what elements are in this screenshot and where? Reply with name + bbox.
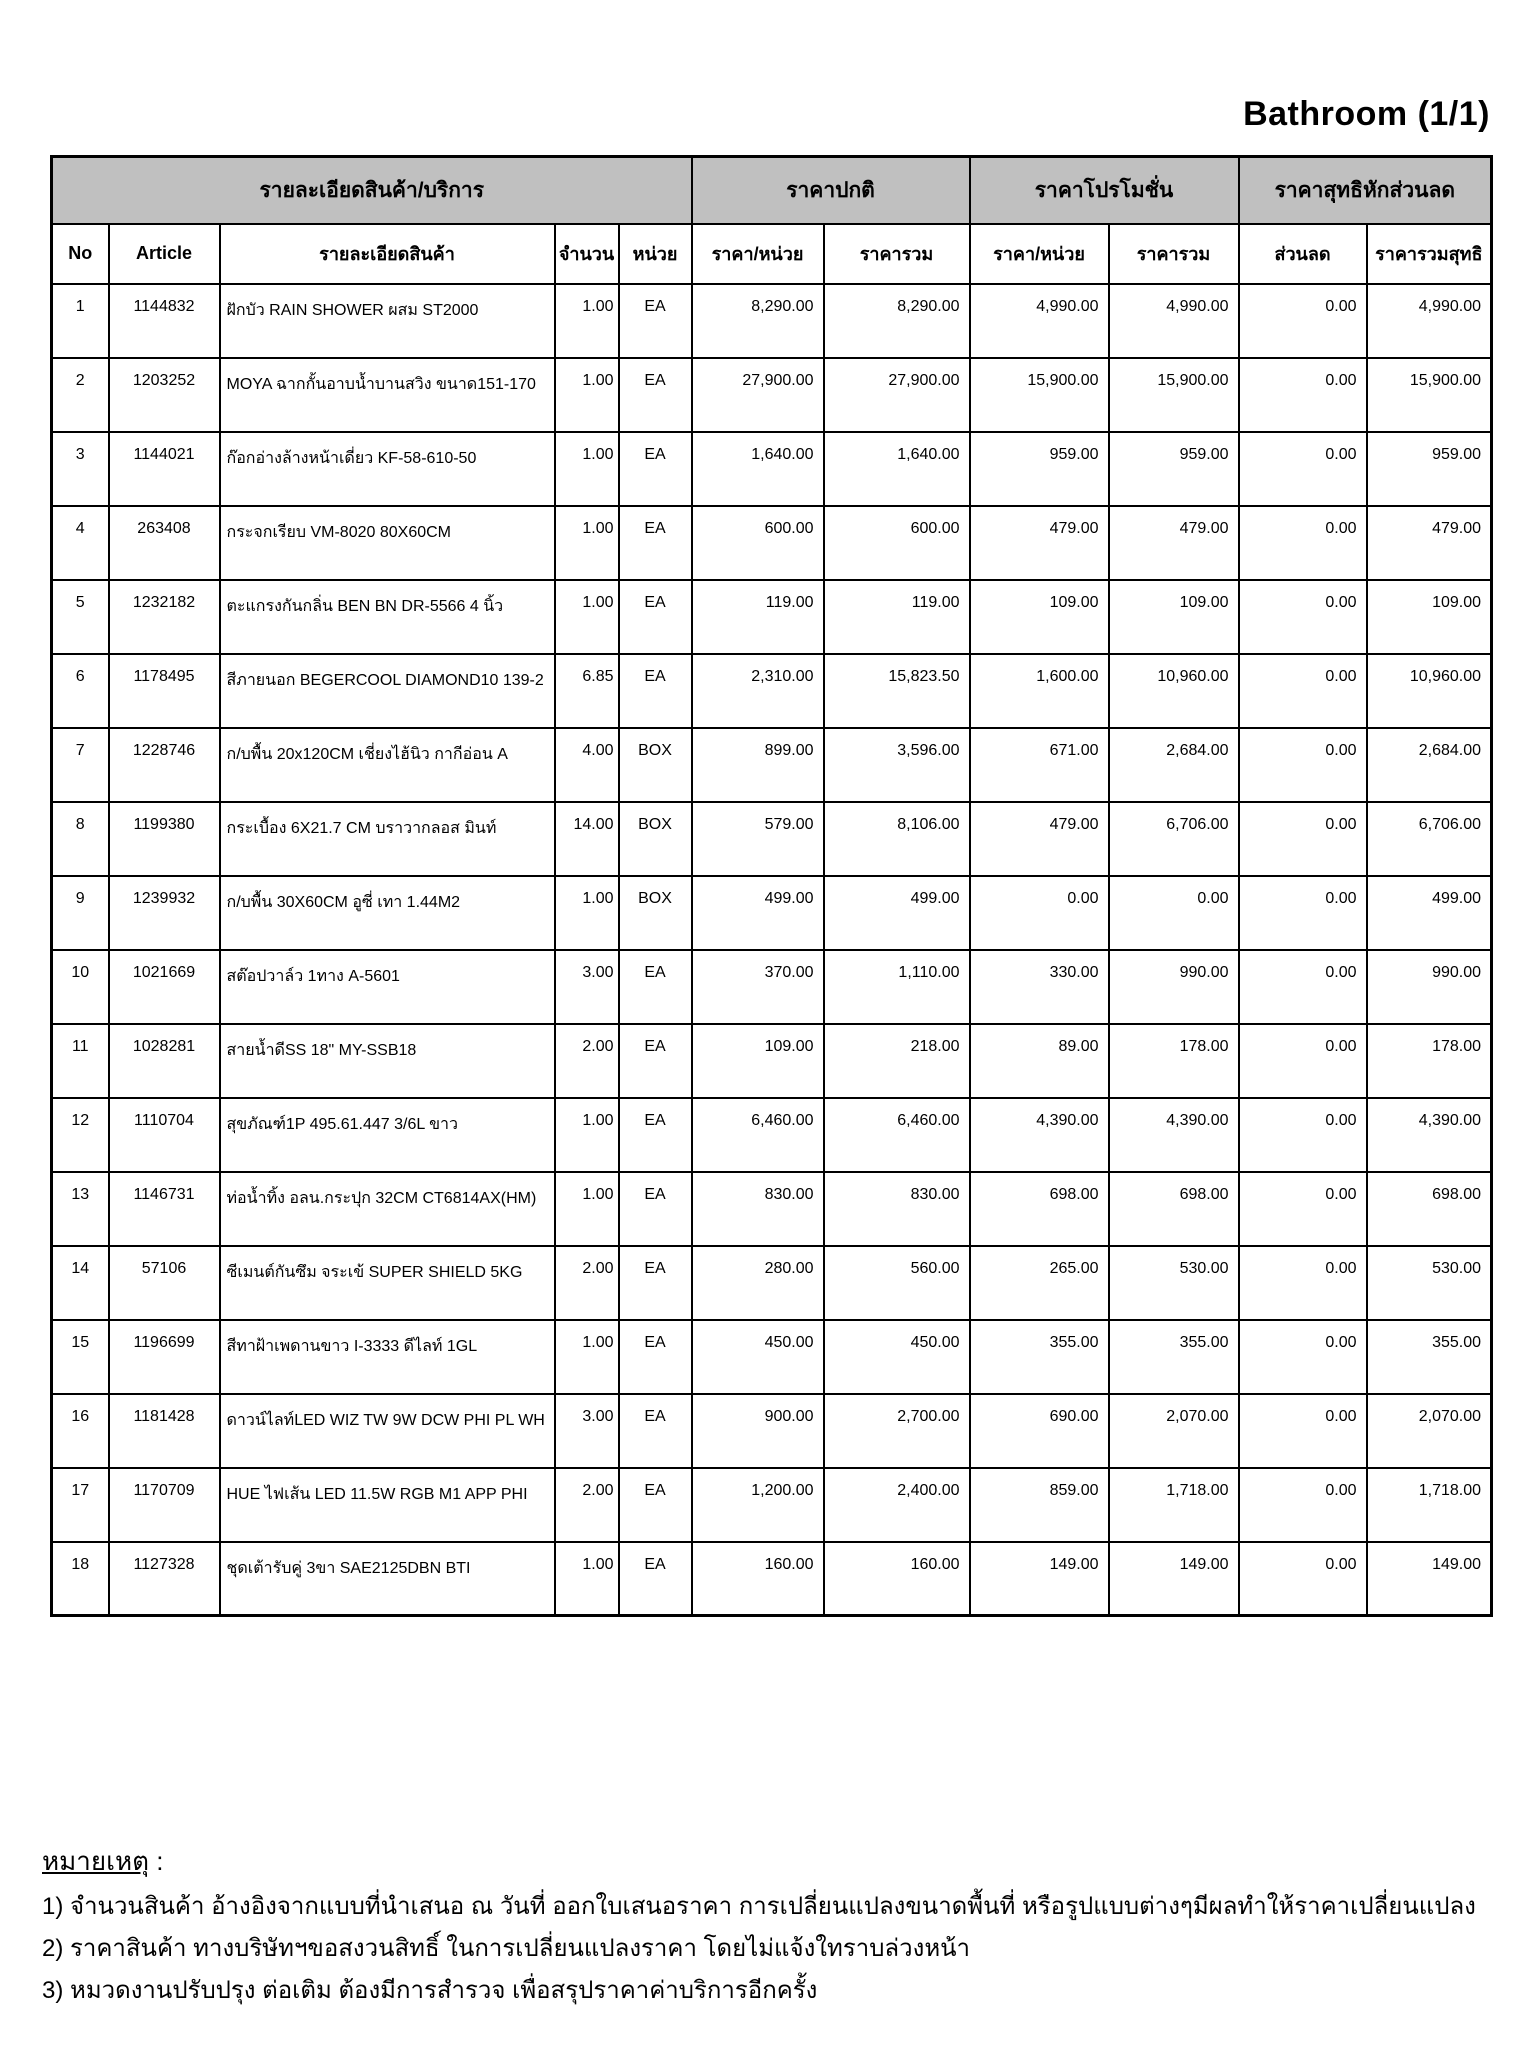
cell-normal-unit-price: 830.00	[692, 1172, 824, 1246]
column-header-row	[52, 224, 1492, 284]
cell-normal-total: 8,106.00	[824, 802, 970, 876]
cell-description: ก/บพื้น 20x120CM เชี่ยงไฮ้นิว กากีอ่อน A	[220, 728, 555, 802]
cell-promo-total: 2,070.00	[1109, 1394, 1239, 1468]
cell-promo-total: 1,718.00	[1109, 1468, 1239, 1542]
cell-promo-total: 109.00	[1109, 580, 1239, 654]
cell-description: สีทาฝ้าเพดานขาว I-3333 ดีไลท์ 1GL	[220, 1320, 555, 1394]
cell-normal-total: 600.00	[824, 506, 970, 580]
cell-normal-total: 8,290.00	[824, 284, 970, 358]
cell-promo-total: 479.00	[1109, 506, 1239, 580]
cell-promo-total: 530.00	[1109, 1246, 1239, 1320]
cell-promo-total: 4,390.00	[1109, 1098, 1239, 1172]
cell-promo-unit-price: 149.00	[970, 1542, 1109, 1616]
cell-promo-total: 10,960.00	[1109, 654, 1239, 728]
cell-normal-unit-price: 109.00	[692, 1024, 824, 1098]
cell-promo-unit-price: 859.00	[970, 1468, 1109, 1542]
cell-net-total: 4,390.00	[1367, 1098, 1492, 1172]
cell-discount: 0.00	[1239, 1468, 1367, 1542]
cell-promo-total: 2,684.00	[1109, 728, 1239, 802]
cell-no: 2	[52, 358, 109, 432]
cell-normal-total: 1,110.00	[824, 950, 970, 1024]
cell-normal-total: 119.00	[824, 580, 970, 654]
cell-qty: 6.85	[555, 654, 619, 728]
cell-net-total: 990.00	[1367, 950, 1492, 1024]
cell-no: 17	[52, 1468, 109, 1542]
cell-normal-total: 160.00	[824, 1542, 970, 1616]
table-row	[52, 1542, 1492, 1616]
cell-description: HUE ไฟเส้น LED 11.5W RGB M1 APP PHI	[220, 1468, 555, 1542]
cell-discount: 0.00	[1239, 654, 1367, 728]
cell-normal-unit-price: 1,640.00	[692, 432, 824, 506]
cell-article: 1199380	[109, 802, 220, 876]
notes-heading-text: หมายเหตุ	[42, 1846, 150, 1876]
cell-description: MOYA ฉากกั้นอาบน้ำบานสวิง ขนาด151-170	[220, 358, 555, 432]
column-header-description: รายละเอียดสินค้า	[220, 224, 555, 284]
table-row	[52, 1172, 1492, 1246]
cell-normal-unit-price: 8,290.00	[692, 284, 824, 358]
cell-promo-total: 178.00	[1109, 1024, 1239, 1098]
cell-normal-total: 2,400.00	[824, 1468, 970, 1542]
cell-article: 1021669	[109, 950, 220, 1024]
cell-qty: 1.00	[555, 876, 619, 950]
cell-article: 1178495	[109, 654, 220, 728]
cell-net-total: 530.00	[1367, 1246, 1492, 1320]
cell-description: สต๊อปวาล์ว 1ทาง A-5601	[220, 950, 555, 1024]
cell-net-total: 109.00	[1367, 580, 1492, 654]
cell-normal-total: 15,823.50	[824, 654, 970, 728]
table-body	[52, 284, 1492, 1616]
table-row	[52, 1468, 1492, 1542]
table-row	[52, 876, 1492, 950]
cell-promo-unit-price: 698.00	[970, 1172, 1109, 1246]
cell-no: 16	[52, 1394, 109, 1468]
cell-description: ตะแกรงกันกลิ่น BEN BN DR-5566 4 นิ้ว	[220, 580, 555, 654]
table-row	[52, 1098, 1492, 1172]
cell-article: 1110704	[109, 1098, 220, 1172]
table-row	[52, 580, 1492, 654]
cell-qty: 1.00	[555, 358, 619, 432]
table-row	[52, 432, 1492, 506]
cell-unit: BOX	[619, 876, 692, 950]
cell-unit: EA	[619, 580, 692, 654]
table-row	[52, 1320, 1492, 1394]
cell-net-total: 2,684.00	[1367, 728, 1492, 802]
cell-qty: 1.00	[555, 1542, 619, 1616]
note-line-2: 2) ราคาสินค้า ทางบริษัทฯขอสงวนสิทธิ์ ในการเปลี่ยนแปลงราคา โดยไม่แจ้งใทราบล่วงหน้า	[42, 1935, 971, 1962]
cell-normal-unit-price: 450.00	[692, 1320, 824, 1394]
cell-promo-total: 0.00	[1109, 876, 1239, 950]
cell-unit: EA	[619, 284, 692, 358]
page-title-name: Bathroom	[1243, 95, 1408, 133]
column-header-no: No	[52, 224, 109, 284]
cell-discount: 0.00	[1239, 728, 1367, 802]
cell-normal-total: 450.00	[824, 1320, 970, 1394]
cell-qty: 3.00	[555, 1394, 619, 1468]
cell-no: 18	[52, 1542, 109, 1616]
cell-promo-unit-price: 479.00	[970, 802, 1109, 876]
cell-unit: EA	[619, 358, 692, 432]
cell-normal-unit-price: 1,200.00	[692, 1468, 824, 1542]
cell-description: ก/บพื้น 30X60CM อูซี่ เทา 1.44M2	[220, 876, 555, 950]
cell-qty: 14.00	[555, 802, 619, 876]
cell-promo-total: 15,900.00	[1109, 358, 1239, 432]
cell-normal-unit-price: 600.00	[692, 506, 824, 580]
column-header-net-total: ราคารวมสุทธิ	[1367, 224, 1492, 284]
cell-article: 263408	[109, 506, 220, 580]
cell-no: 3	[52, 432, 109, 506]
column-header-promo-total: ราคารวม	[1109, 224, 1239, 284]
cell-qty: 3.00	[555, 950, 619, 1024]
cell-description: สายน้ำดีSS 18" MY-SSB18	[220, 1024, 555, 1098]
cell-promo-unit-price: 690.00	[970, 1394, 1109, 1468]
cell-normal-unit-price: 370.00	[692, 950, 824, 1024]
column-header-normal-total: ราคารวม	[824, 224, 970, 284]
cell-article: 1144832	[109, 284, 220, 358]
cell-qty: 1.00	[555, 1320, 619, 1394]
cell-promo-unit-price: 0.00	[970, 876, 1109, 950]
cell-no: 9	[52, 876, 109, 950]
column-header-discount: ส่วนลด	[1239, 224, 1367, 284]
cell-discount: 0.00	[1239, 284, 1367, 358]
cell-no: 15	[52, 1320, 109, 1394]
group-header-normal-price: ราคาปกติ	[692, 157, 970, 224]
cell-net-total: 149.00	[1367, 1542, 1492, 1616]
cell-normal-unit-price: 27,900.00	[692, 358, 824, 432]
column-header-qty: จำนวน	[555, 224, 619, 284]
cell-normal-unit-price: 579.00	[692, 802, 824, 876]
cell-normal-unit-price: 160.00	[692, 1542, 824, 1616]
cell-normal-unit-price: 6,460.00	[692, 1098, 824, 1172]
cell-normal-total: 27,900.00	[824, 358, 970, 432]
cell-article: 1196699	[109, 1320, 220, 1394]
cell-normal-unit-price: 900.00	[692, 1394, 824, 1468]
cell-normal-total: 6,460.00	[824, 1098, 970, 1172]
cell-discount: 0.00	[1239, 1246, 1367, 1320]
cell-unit: BOX	[619, 802, 692, 876]
cell-unit: BOX	[619, 728, 692, 802]
cell-net-total: 479.00	[1367, 506, 1492, 580]
cell-discount: 0.00	[1239, 1172, 1367, 1246]
cell-discount: 0.00	[1239, 1542, 1367, 1616]
cell-discount: 0.00	[1239, 506, 1367, 580]
cell-unit: EA	[619, 1172, 692, 1246]
cell-unit: EA	[619, 1542, 692, 1616]
notes-heading-colon: :	[149, 1846, 164, 1876]
cell-discount: 0.00	[1239, 580, 1367, 654]
cell-unit: EA	[619, 950, 692, 1024]
cell-unit: EA	[619, 1394, 692, 1468]
cell-promo-total: 6,706.00	[1109, 802, 1239, 876]
table-row	[52, 1394, 1492, 1468]
cell-unit: EA	[619, 506, 692, 580]
cell-promo-unit-price: 959.00	[970, 432, 1109, 506]
cell-promo-total: 959.00	[1109, 432, 1239, 506]
note-line-3: 3) หมวดงานปรับปรุง ต่อเติม ต้องมีการสำรวจ เพื่อสรุปราคาค่าบริการอีกครั้ง	[42, 1977, 818, 2004]
cell-no: 4	[52, 506, 109, 580]
cell-promo-unit-price: 671.00	[970, 728, 1109, 802]
cell-discount: 0.00	[1239, 1320, 1367, 1394]
cell-discount: 0.00	[1239, 358, 1367, 432]
cell-promo-unit-price: 15,900.00	[970, 358, 1109, 432]
cell-normal-total: 560.00	[824, 1246, 970, 1320]
cell-description: สีภายนอก BEGERCOOL DIAMOND10 139-2	[220, 654, 555, 728]
cell-unit: EA	[619, 432, 692, 506]
cell-net-total: 10,960.00	[1367, 654, 1492, 728]
cell-net-total: 1,718.00	[1367, 1468, 1492, 1542]
cell-net-total: 2,070.00	[1367, 1394, 1492, 1468]
cell-article: 1170709	[109, 1468, 220, 1542]
cell-promo-total: 4,990.00	[1109, 284, 1239, 358]
cell-discount: 0.00	[1239, 1024, 1367, 1098]
group-header-net-after-discount: ราคาสุทธิหักส่วนลด	[1239, 157, 1492, 224]
cell-discount: 0.00	[1239, 432, 1367, 506]
cell-article: 57106	[109, 1246, 220, 1320]
cell-qty: 2.00	[555, 1246, 619, 1320]
cell-discount: 0.00	[1239, 950, 1367, 1024]
cell-no: 13	[52, 1172, 109, 1246]
cell-normal-unit-price: 2,310.00	[692, 654, 824, 728]
cell-description: ซีเมนต์กันซึม จระเข้ SUPER SHIELD 5KG	[220, 1246, 555, 1320]
cell-normal-unit-price: 499.00	[692, 876, 824, 950]
cell-no: 7	[52, 728, 109, 802]
cell-description: ดาวน์ไลท์LED WIZ TW 9W DCW PHI PL WH	[220, 1394, 555, 1468]
table-row	[52, 1246, 1492, 1320]
column-header-unit: หน่วย	[619, 224, 692, 284]
cell-article: 1127328	[109, 1542, 220, 1616]
cell-discount: 0.00	[1239, 802, 1367, 876]
cell-normal-total: 218.00	[824, 1024, 970, 1098]
cell-normal-total: 499.00	[824, 876, 970, 950]
page-title-number: (1/1)	[1417, 95, 1490, 133]
group-header-product-details: รายละเอียดสินค้า/บริการ	[52, 157, 692, 224]
cell-qty: 1.00	[555, 432, 619, 506]
cell-net-total: 4,990.00	[1367, 284, 1492, 358]
table-row	[52, 284, 1492, 358]
cell-no: 6	[52, 654, 109, 728]
cell-article: 1228746	[109, 728, 220, 802]
group-header-promo-price: ราคาโปรโมชั่น	[970, 157, 1239, 224]
cell-promo-unit-price: 89.00	[970, 1024, 1109, 1098]
cell-qty: 1.00	[555, 1098, 619, 1172]
cell-discount: 0.00	[1239, 1394, 1367, 1468]
table-row	[52, 728, 1492, 802]
cell-net-total: 15,900.00	[1367, 358, 1492, 432]
cell-net-total: 499.00	[1367, 876, 1492, 950]
cell-promo-total: 355.00	[1109, 1320, 1239, 1394]
cell-promo-total: 149.00	[1109, 1542, 1239, 1616]
cell-no: 5	[52, 580, 109, 654]
cell-no: 8	[52, 802, 109, 876]
cell-article: 1232182	[109, 580, 220, 654]
cell-qty: 1.00	[555, 1172, 619, 1246]
cell-unit: EA	[619, 1098, 692, 1172]
cell-promo-unit-price: 265.00	[970, 1246, 1109, 1320]
cell-description: ชุดเต้ารับคู่ 3ขา SAE2125DBN BTI	[220, 1542, 555, 1616]
cell-discount: 0.00	[1239, 876, 1367, 950]
cell-article: 1146731	[109, 1172, 220, 1246]
cell-normal-unit-price: 280.00	[692, 1246, 824, 1320]
table-row	[52, 950, 1492, 1024]
cell-unit: EA	[619, 1320, 692, 1394]
cell-unit: EA	[619, 1468, 692, 1542]
cell-promo-unit-price: 4,390.00	[970, 1098, 1109, 1172]
cell-no: 10	[52, 950, 109, 1024]
cell-promo-unit-price: 1,600.00	[970, 654, 1109, 728]
table-row	[52, 1024, 1492, 1098]
cell-net-total: 355.00	[1367, 1320, 1492, 1394]
cell-qty: 1.00	[555, 506, 619, 580]
group-header-row	[52, 157, 1492, 224]
cell-normal-total: 2,700.00	[824, 1394, 970, 1468]
table-row	[52, 358, 1492, 432]
cell-unit: EA	[619, 654, 692, 728]
cell-net-total: 6,706.00	[1367, 802, 1492, 876]
cell-normal-unit-price: 899.00	[692, 728, 824, 802]
cell-article: 1181428	[109, 1394, 220, 1468]
cell-net-total: 959.00	[1367, 432, 1492, 506]
cell-description: ฝักบัว RAIN SHOWER ผสม ST2000	[220, 284, 555, 358]
cell-promo-unit-price: 330.00	[970, 950, 1109, 1024]
cell-qty: 1.00	[555, 580, 619, 654]
table-row	[52, 802, 1492, 876]
cell-qty: 1.00	[555, 284, 619, 358]
cell-qty: 2.00	[555, 1468, 619, 1542]
column-header-normal-unit-price: ราคา/หน่วย	[692, 224, 824, 284]
cell-qty: 4.00	[555, 728, 619, 802]
cell-net-total: 698.00	[1367, 1172, 1492, 1246]
cell-no: 12	[52, 1098, 109, 1172]
column-header-promo-unit-price: ราคา/หน่วย	[970, 224, 1109, 284]
cell-discount: 0.00	[1239, 1098, 1367, 1172]
quotation-table	[50, 155, 1493, 1617]
column-header-article: Article	[109, 224, 220, 284]
cell-no: 14	[52, 1246, 109, 1320]
cell-no: 11	[52, 1024, 109, 1098]
cell-promo-total: 698.00	[1109, 1172, 1239, 1246]
cell-description: สุขภัณฑ์1P 495.61.447 3/6L ขาว	[220, 1098, 555, 1172]
cell-description: ก๊อกอ่างล้างหน้าเดี่ยว KF-58-610-50	[220, 432, 555, 506]
cell-unit: EA	[619, 1024, 692, 1098]
cell-article: 1239932	[109, 876, 220, 950]
cell-article: 1028281	[109, 1024, 220, 1098]
note-line-1: 1) จำนวนสินค้า อ้างอิงจากแบบที่นำเสนอ ณ วันที่ ออกใบเสนอราคา การเปลี่ยนแปลงขนาดพื้นที่ หรือรูปแบบต่างๆมีผลทำให้ราคาเปลี่ยนแปลง	[42, 1893, 1476, 1920]
cell-description: กระเบื้อง 6X21.7 CM บราวากลอส มินท์	[220, 802, 555, 876]
cell-article: 1144021	[109, 432, 220, 506]
cell-promo-unit-price: 109.00	[970, 580, 1109, 654]
cell-normal-total: 3,596.00	[824, 728, 970, 802]
table-row	[52, 654, 1492, 728]
cell-normal-total: 830.00	[824, 1172, 970, 1246]
page-title	[1243, 95, 1490, 134]
cell-no: 1	[52, 284, 109, 358]
cell-qty: 2.00	[555, 1024, 619, 1098]
notes	[42, 1840, 1502, 2012]
cell-normal-unit-price: 119.00	[692, 580, 824, 654]
cell-description: ท่อน้ำทิ้ง อลน.กระปุก 32CM CT6814AX(HM)	[220, 1172, 555, 1246]
cell-unit: EA	[619, 1246, 692, 1320]
table-row	[52, 506, 1492, 580]
cell-promo-total: 990.00	[1109, 950, 1239, 1024]
cell-promo-unit-price: 479.00	[970, 506, 1109, 580]
cell-net-total: 178.00	[1367, 1024, 1492, 1098]
cell-promo-unit-price: 355.00	[970, 1320, 1109, 1394]
notes-heading	[42, 1840, 1502, 1882]
cell-normal-total: 1,640.00	[824, 432, 970, 506]
cell-description: กระจกเรียบ VM-8020 80X60CM	[220, 506, 555, 580]
cell-promo-unit-price: 4,990.00	[970, 284, 1109, 358]
cell-article: 1203252	[109, 358, 220, 432]
